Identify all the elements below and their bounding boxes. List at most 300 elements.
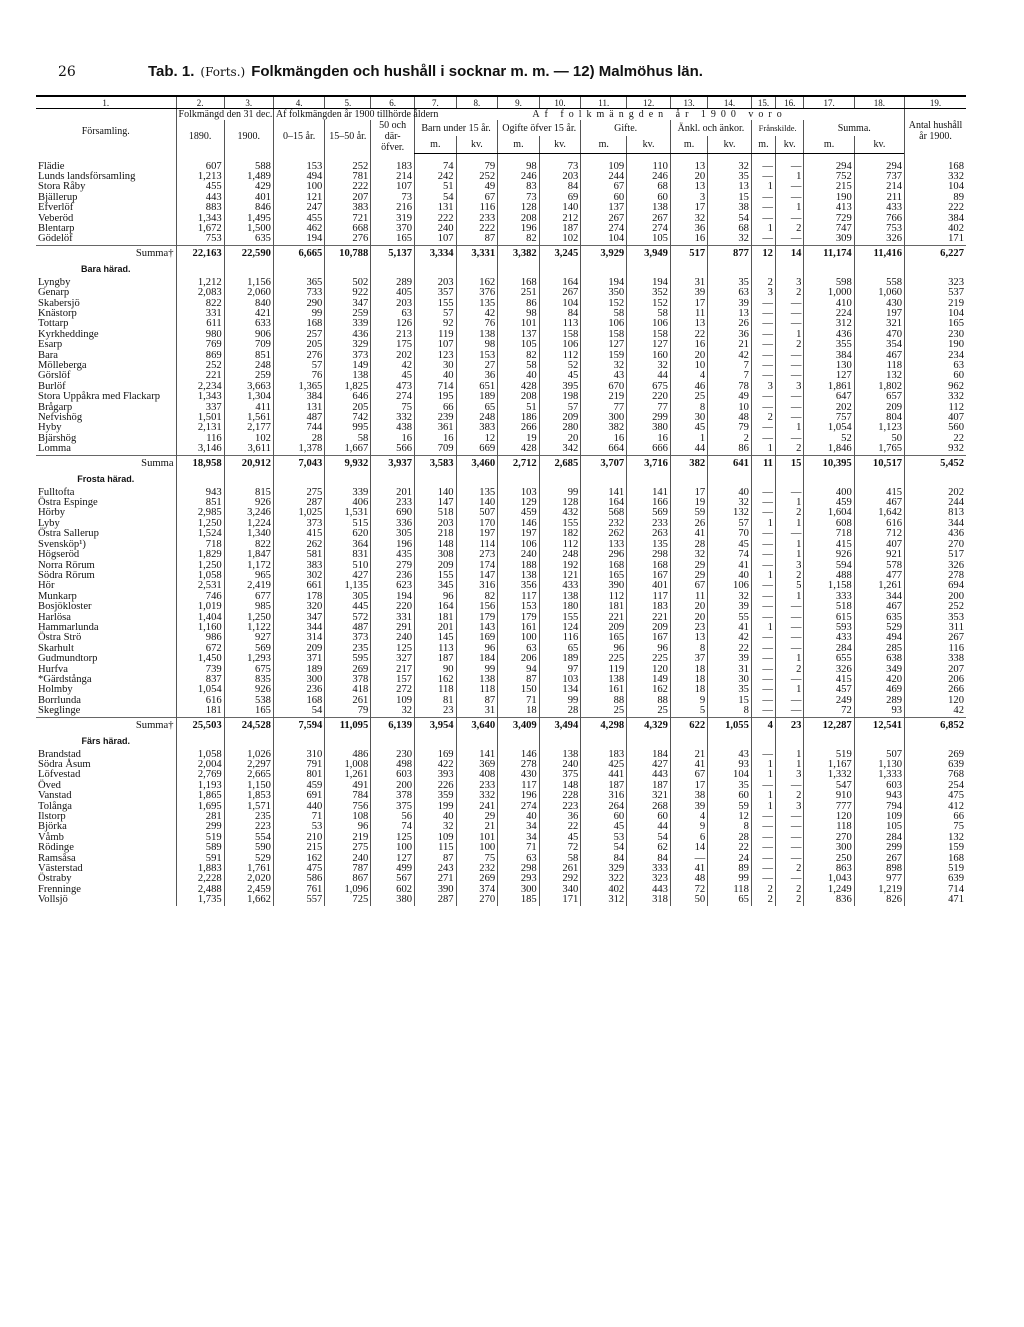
table-cell: 15	[708, 696, 752, 706]
table-cell: 469	[854, 685, 904, 695]
table-cell: 75	[371, 403, 415, 413]
table-cell: 63	[498, 854, 540, 864]
table-cell: 123	[415, 351, 457, 361]
table-cell: 112	[539, 351, 581, 361]
table-cell: 8	[708, 706, 752, 717]
summa-cell: 6,665	[273, 245, 324, 261]
table-cell: 54	[273, 706, 324, 717]
table-row	[36, 675, 966, 685]
table-cell: 32	[627, 361, 671, 371]
table-cell: 209	[273, 644, 324, 654]
table-cell: 42	[905, 706, 966, 717]
table-cell: 635	[854, 613, 904, 623]
table-cell: 99	[708, 874, 752, 884]
table-cell: 718	[176, 540, 224, 550]
table-cell: 106	[539, 340, 581, 350]
table-cell: 340	[539, 885, 581, 895]
spacer-cell	[539, 471, 581, 488]
table-cell: 943	[176, 488, 224, 498]
table-cell: 71	[498, 696, 540, 706]
summa-cell: 11	[751, 455, 775, 471]
table-cell: 104	[539, 299, 581, 309]
table-cell: 11	[670, 592, 707, 602]
table-cell: 1	[775, 540, 803, 550]
table-cell: 39	[708, 602, 752, 612]
table-cell: 433	[539, 581, 581, 591]
table-cell: 467	[854, 498, 904, 508]
table-cell: 1,156	[224, 278, 273, 288]
table-cell: 16	[581, 434, 627, 444]
summa-cell: 2,712	[498, 455, 540, 471]
table-cell: 300	[804, 843, 854, 853]
table-cell: 1	[775, 592, 803, 602]
table-cell: 79	[456, 162, 498, 172]
table-cell: 112	[539, 540, 581, 550]
table-cell: 162	[415, 675, 457, 685]
table-cell: 1,853	[224, 791, 273, 801]
table-cell: 209	[581, 623, 627, 633]
table-cell: 259	[224, 371, 273, 381]
summa-cell: 6,852	[905, 717, 966, 733]
table-cell: 215	[273, 843, 324, 853]
table-row	[36, 781, 966, 791]
table-cell: 246	[627, 172, 671, 182]
table-cell: 1,642	[854, 508, 904, 518]
table-cell: 276	[273, 351, 324, 361]
parish-name: Holmby	[38, 684, 73, 696]
table-cell: 261	[325, 696, 371, 706]
table-cell: 161	[581, 685, 627, 695]
table-cell: 359	[415, 791, 457, 801]
table-cell: 195	[415, 392, 457, 402]
table-cell: 156	[456, 602, 498, 612]
table-cell: 116	[176, 434, 224, 444]
table-cell: 127	[804, 371, 854, 381]
table-cell: —	[775, 434, 803, 444]
table-cell: —	[775, 613, 803, 623]
table-cell: —	[751, 488, 775, 498]
spacer-cell	[751, 471, 775, 488]
table-row	[36, 696, 966, 706]
table-cell: 965	[224, 571, 273, 581]
table-cell: 63	[498, 644, 540, 654]
table-cell: 101	[498, 319, 540, 329]
table-cell: 638	[854, 654, 904, 664]
table-cell: 329	[325, 340, 371, 350]
table-cell: 494	[273, 172, 324, 182]
table-cell: 269	[905, 750, 966, 760]
table-row	[36, 234, 966, 245]
table-cell: 826	[854, 895, 904, 905]
table-cell: 560	[905, 423, 966, 433]
table-cell: 316	[456, 581, 498, 591]
table-cell: 165	[224, 706, 273, 717]
table-cell: 498	[371, 760, 415, 770]
table-cell: 240	[371, 633, 415, 643]
table-cell: 383	[325, 203, 371, 213]
table-cell: 194	[627, 278, 671, 288]
table-cell: 753	[854, 224, 904, 234]
table-cell: 87	[415, 854, 457, 864]
table-cell: 116	[456, 203, 498, 213]
table-cell: 557	[273, 895, 324, 905]
parish-name: Munkarp	[38, 590, 77, 602]
summa-cell: 14	[775, 245, 803, 261]
table-cell: 380	[627, 423, 671, 433]
spacer-cell	[581, 261, 627, 278]
table-cell: 664	[581, 444, 627, 455]
table-cell: 906	[224, 330, 273, 340]
table-cell: 4	[670, 371, 707, 381]
table-cell: 646	[325, 392, 371, 402]
table-cell: 188	[498, 561, 540, 571]
parish-name: Svensköp¹)	[38, 538, 86, 550]
table-cell: —	[751, 330, 775, 340]
table-cell: 10	[708, 403, 752, 413]
table-cell: 427	[325, 571, 371, 581]
table-cell: 714	[905, 885, 966, 895]
table-cell: 1,212	[176, 278, 224, 288]
table-cell: 267	[539, 288, 581, 298]
table-cell: 300	[498, 885, 540, 895]
table-cell: 120	[627, 665, 671, 675]
table-cell: 594	[804, 561, 854, 571]
table-cell: 271	[415, 874, 457, 884]
table-cell: 415	[804, 540, 854, 550]
table-cell: 753	[176, 234, 224, 245]
table-cell: 248	[539, 550, 581, 560]
table-cell: 140	[415, 488, 457, 498]
summa-cell: 3,954	[415, 717, 457, 733]
table-cell: 547	[804, 781, 854, 791]
spacer-cell	[670, 733, 707, 750]
table-cell: 46	[670, 382, 707, 392]
table-cell: —	[751, 193, 775, 203]
summa-cell: 877	[708, 245, 752, 261]
table-cell: 125	[371, 644, 415, 654]
table-cell: 149	[325, 361, 371, 371]
table-cell: 349	[854, 665, 904, 675]
table-cell: 36	[708, 330, 752, 340]
table-cell: 149	[627, 675, 671, 685]
table-cell: 278	[498, 760, 540, 770]
table-cell: 118	[854, 361, 904, 371]
table-cell: 836	[804, 895, 854, 905]
table-cell: —	[751, 665, 775, 675]
table-cell: —	[751, 423, 775, 433]
spacer-cell	[176, 471, 224, 488]
spacer-cell	[854, 261, 904, 278]
table-cell: 35	[708, 278, 752, 288]
table-cell: 383	[456, 423, 498, 433]
table-cell: 53	[273, 822, 324, 832]
table-cell: —	[751, 498, 775, 508]
table-cell: 141	[627, 488, 671, 498]
table-cell: 603	[854, 781, 904, 791]
table-cell: 211	[854, 193, 904, 203]
table-cell: 17	[670, 203, 707, 213]
table-cell: 25	[581, 706, 627, 717]
table-cell: 2,020	[224, 874, 273, 884]
table-cell: 863	[804, 864, 854, 874]
table-cell: 1,561	[224, 413, 273, 423]
parish-name: Esarp	[38, 339, 63, 351]
summa-cell: 3,334	[415, 245, 457, 261]
table-cell: 79	[708, 423, 752, 433]
table-cell: 140	[539, 203, 581, 213]
table-cell: 206	[905, 675, 966, 685]
table-cell: 274	[581, 224, 627, 234]
table-cell: 17	[670, 299, 707, 309]
table-cell: 78	[708, 382, 752, 392]
parish-name: Tottarp	[38, 318, 69, 330]
table-cell: 13	[670, 162, 707, 172]
table-cell: 35	[708, 781, 752, 791]
table-cell: 1,378	[273, 444, 324, 455]
table-cell: 42	[708, 351, 752, 361]
table-cell: 537	[905, 288, 966, 298]
header-alder: Af folkmängden år 1900 tillhörde åldern	[273, 109, 414, 121]
table-cell: 205	[273, 340, 324, 350]
table-cell: 869	[176, 351, 224, 361]
table-cell: 921	[854, 550, 904, 560]
table-cell: 883	[176, 203, 224, 213]
table-cell: 155	[415, 299, 457, 309]
table-cell: 118	[708, 885, 752, 895]
table-cell: 264	[581, 802, 627, 812]
table-cell: —	[751, 371, 775, 381]
summa-cell: 12,541	[854, 717, 904, 733]
table-cell: 567	[371, 874, 415, 884]
table-cell: —	[751, 234, 775, 245]
table-row	[36, 613, 966, 623]
table-cell: 791	[273, 760, 324, 770]
table-cell: 105	[854, 822, 904, 832]
table-cell: 4	[670, 812, 707, 822]
table-cell: 159	[581, 351, 627, 361]
table-cell: 74	[415, 162, 457, 172]
table-cell: 44	[670, 444, 707, 455]
summa-cell: 3,707	[581, 455, 627, 471]
header-male: m.	[670, 136, 707, 153]
table-cell: 287	[415, 895, 457, 905]
table-cell: 985	[224, 602, 273, 612]
table-cell: 223	[224, 822, 273, 832]
summa-label: Summa	[36, 455, 176, 471]
harad-heading-row	[36, 261, 966, 278]
summa-cell: 15	[775, 455, 803, 471]
table-cell: 291	[371, 623, 415, 633]
table-cell: 59	[708, 802, 752, 812]
table-cell: 311	[905, 623, 966, 633]
parish-name: Borrlunda	[38, 694, 81, 706]
table-cell: —	[751, 592, 775, 602]
table-cell: 470	[854, 330, 904, 340]
table-cell: 87	[456, 696, 498, 706]
table-cell: 59	[670, 508, 707, 518]
column-number: 18.	[854, 96, 904, 109]
table-cell: 48	[670, 874, 707, 884]
table-cell: 89	[708, 864, 752, 874]
table-cell: —	[775, 833, 803, 843]
table-cell: 28	[273, 434, 324, 444]
table-cell: 7	[708, 371, 752, 381]
table-cell: 1,524	[176, 529, 224, 539]
table-cell: 118	[415, 685, 457, 695]
table-cell: 50	[670, 895, 707, 905]
table-cell: 55	[708, 613, 752, 623]
table-cell: 217	[371, 665, 415, 675]
table-cell: 1,604	[804, 508, 854, 518]
table-cell: 21	[670, 750, 707, 760]
table-cell: 233	[456, 214, 498, 224]
header-hushall: Antal hushåll år 1900.	[905, 109, 966, 154]
table-cell: 219	[581, 392, 627, 402]
table-cell: 58	[325, 434, 371, 444]
table-cell: 499	[371, 864, 415, 874]
table-cell: 712	[854, 529, 904, 539]
table-cell: 980	[176, 330, 224, 340]
spacer-cell	[751, 261, 775, 278]
table-row	[36, 392, 966, 402]
table-cell: 20	[539, 434, 581, 444]
table-cell: 1,250	[224, 613, 273, 623]
summa-cell: 25,503	[176, 717, 224, 733]
table-cell: —	[775, 361, 803, 371]
table-cell: 623	[371, 581, 415, 591]
table-cell: 99	[456, 665, 498, 675]
table-cell: 67	[670, 581, 707, 591]
summa-cell: 641	[708, 455, 752, 471]
table-cell: 189	[273, 665, 324, 675]
table-cell: 69	[539, 193, 581, 203]
table-cell: 1,672	[176, 224, 224, 234]
table-cell: 108	[325, 812, 371, 822]
table-cell: 1	[751, 623, 775, 633]
table-cell: 566	[371, 444, 415, 455]
summa-cell: 3,331	[456, 245, 498, 261]
table-cell: 378	[371, 791, 415, 801]
spacer-cell	[456, 733, 498, 750]
table-cell: 244	[581, 172, 627, 182]
table-cell: 781	[325, 172, 371, 182]
title-forts: (Forts.)	[200, 65, 246, 79]
table-cell: 1,122	[224, 623, 273, 633]
parish-name: Hurfva	[38, 663, 69, 675]
table-cell: 99	[273, 309, 324, 319]
table-cell: 1,846	[804, 444, 854, 455]
table-cell: 280	[539, 423, 581, 433]
table-cell: 246	[498, 172, 540, 182]
table-cell: 598	[804, 278, 854, 288]
table-cell: 39	[670, 802, 707, 812]
table-cell: 32	[708, 498, 752, 508]
table-cell: 104	[708, 770, 752, 780]
table-cell: 54	[708, 214, 752, 224]
summa-cell: 7,043	[273, 455, 324, 471]
table-cell: 339	[325, 488, 371, 498]
summa-cell: 1,055	[708, 717, 752, 733]
table-cell: 326	[854, 234, 904, 245]
parish-name: Hör	[38, 580, 55, 592]
table-cell: 1,219	[854, 885, 904, 895]
summa-cell: 3,382	[498, 245, 540, 261]
table-cell: 1,249	[804, 885, 854, 895]
summa-row	[36, 717, 966, 733]
summa-cell: 6,227	[905, 245, 966, 261]
table-cell: 1,340	[224, 529, 273, 539]
table-cell: 443	[627, 770, 671, 780]
table-cell: 73	[498, 193, 540, 203]
parish-name: Bjällerup	[38, 191, 78, 203]
summa-cell: 3,949	[627, 245, 671, 261]
table-cell: 235	[325, 644, 371, 654]
table-cell: 152	[581, 299, 627, 309]
table-cell: 342	[539, 444, 581, 455]
table-cell: 375	[539, 770, 581, 780]
table-cell: —	[751, 561, 775, 571]
table-cell: 371	[273, 654, 324, 664]
table-cell: 1,096	[325, 885, 371, 895]
table-cell: 56	[371, 812, 415, 822]
table-cell: 36	[670, 224, 707, 234]
table-cell: 96	[627, 644, 671, 654]
parish-name: Hörby	[38, 507, 66, 519]
table-cell: 321	[854, 319, 904, 329]
table-cell: 186	[498, 413, 540, 423]
table-cell: 29	[456, 812, 498, 822]
header-male: m.	[581, 136, 627, 153]
table-cell: 375	[371, 802, 415, 812]
parish-name: Öved	[38, 779, 61, 791]
table-cell: 104	[905, 309, 966, 319]
table-cell: 228	[539, 791, 581, 801]
table-cell: 20	[670, 613, 707, 623]
table-cell: 54	[415, 193, 457, 203]
table-cell: 42	[456, 309, 498, 319]
table-cell: 138	[627, 203, 671, 213]
table-cell: —	[751, 309, 775, 319]
table-cell: 41	[708, 623, 752, 633]
table-cell: 415	[273, 529, 324, 539]
table-cell: 709	[415, 444, 457, 455]
table-cell: 158	[627, 330, 671, 340]
table-cell: 116	[905, 644, 966, 654]
column-number-row	[36, 96, 966, 109]
table-cell: 77	[581, 403, 627, 413]
table-cell: 222	[415, 214, 457, 224]
table-cell: 168	[498, 278, 540, 288]
table-cell: 320	[273, 602, 324, 612]
summa-label: Summa†	[36, 717, 176, 733]
table-cell: 221	[581, 613, 627, 623]
table-cell: 977	[854, 874, 904, 884]
table-cell: 922	[325, 288, 371, 298]
parish-name: Tolånga	[38, 800, 72, 812]
table-cell: 220	[627, 392, 671, 402]
header-1890: 1890.	[176, 120, 224, 153]
table-cell: 225	[627, 654, 671, 664]
summa-cell: 18,958	[176, 455, 224, 471]
table-cell: 38	[708, 203, 752, 213]
column-number: 16.	[775, 96, 803, 109]
table-cell: 616	[176, 696, 224, 706]
table-row	[36, 172, 966, 182]
table-cell: 1,025	[273, 508, 324, 518]
table-cell: 270	[804, 833, 854, 843]
table-cell: 99	[539, 488, 581, 498]
table-cell: 57	[708, 519, 752, 529]
